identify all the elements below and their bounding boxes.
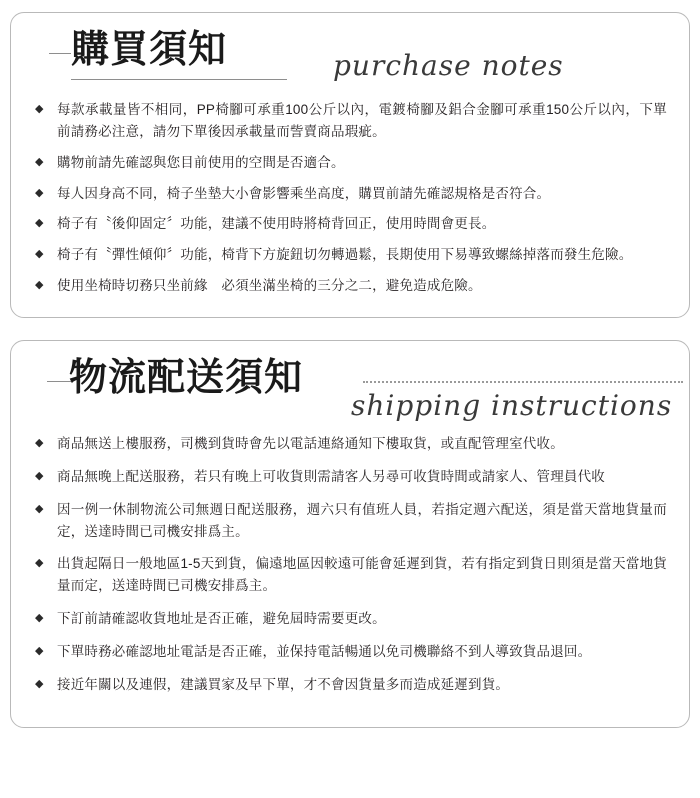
list-item	[33, 433, 667, 455]
list-item	[33, 275, 667, 297]
purchase-notes-title-en: purchase notes	[333, 49, 564, 82]
purchase-notes-header	[33, 31, 667, 95]
shipping-instructions-list	[33, 433, 667, 696]
diamond-bullet-icon: ◆	[35, 557, 44, 570]
diamond-bullet-icon: ◆	[35, 248, 44, 261]
list-item	[33, 641, 667, 663]
diamond-bullet-icon: ◆	[35, 103, 44, 115]
list-item	[33, 674, 667, 696]
list-item-text: 每人因身高不同，椅子坐墊大小會影響乘坐高度，購買前請先確認規格是否符合。	[57, 185, 551, 201]
list-item-text: 商品無晚上配送服務，若只有晚上可收貨則需請客人另尋可收貨時間或請家人、管理員代收	[57, 468, 605, 484]
list-item-text: 椅子有〝彈性傾仰〞功能，椅背下方旋鈕切勿轉過鬆，長期使用下易導致螺絲掉落而發生危險。	[57, 247, 633, 263]
list-item	[33, 152, 667, 174]
diamond-bullet-icon: ◆	[35, 469, 44, 482]
list-item	[33, 553, 667, 597]
header-left-rule	[47, 381, 71, 382]
diamond-bullet-icon: ◆	[35, 645, 44, 658]
shipping-instructions-panel	[10, 340, 690, 728]
diamond-bullet-icon: ◆	[35, 155, 44, 168]
list-item	[33, 608, 667, 630]
list-item-text: 因一例一休制物流公司無週日配送服務，週六只有值班人員，若指定週六配送，須是當天當地貨量而定，送達時間已司機安排爲主。	[57, 501, 667, 539]
list-item-text: 使用坐椅時切務只坐前緣 必須坐滿坐椅的三分之二，避免造成危險。	[57, 278, 482, 294]
shipping-instructions-title-cn: 物流配送須知	[69, 357, 304, 400]
list-item-text: 出貨起隔日一般地區1-5天到貨，偏遠地區因較遠可能會延遲到貨，若有指定到貨日則須是當天當地貨量而定，送達時間已司機安排爲主。	[57, 556, 667, 594]
diamond-bullet-icon: ◆	[35, 186, 44, 199]
list-item	[33, 99, 667, 143]
list-item-text: 商品無送上樓服務，司機到貨時會先以電話連絡通知下樓取貨，或直配管理室代收。	[57, 436, 564, 452]
list-item-text: 下訂前請確認收貨地址是否正確，避免屆時需要更改。	[57, 611, 386, 627]
list-item	[33, 466, 667, 488]
header-left-rule	[49, 53, 71, 54]
diamond-bullet-icon: ◆	[35, 677, 44, 690]
header-dotted-rule	[363, 381, 683, 383]
list-item	[33, 213, 667, 235]
diamond-bullet-icon: ◆	[35, 217, 44, 230]
list-item-text: 椅子有〝後仰固定〞功能，建議不使用時將椅背回正，使用時間會更長。	[57, 216, 496, 232]
diamond-bullet-icon: ◆	[35, 502, 44, 515]
shipping-instructions-header	[33, 357, 673, 423]
diamond-bullet-icon: ◆	[35, 612, 44, 625]
purchase-notes-list	[33, 99, 667, 297]
header-underline-rule	[71, 79, 287, 80]
list-item-text: 接近年關以及連假，建議買家及早下單，才不會因貨量多而造成延遲到貨。	[57, 676, 510, 692]
shipping-instructions-title-en: shipping instructions	[351, 389, 673, 423]
diamond-bullet-icon: ◆	[35, 437, 44, 450]
list-item-text: 每款承載量皆不相同，PP椅腳可承重100公斤以內，電鍍椅腳及鋁合金腳可承重150公斤以內，下單前請務必注意，請勿下單後因承載量而訾賣商品瑕疵。	[57, 102, 667, 139]
purchase-notes-panel	[10, 12, 690, 318]
list-item	[33, 183, 667, 205]
list-item	[33, 244, 667, 266]
list-item	[33, 499, 667, 543]
purchase-notes-title-cn: 購買須知	[71, 29, 228, 71]
list-item-text: 購物前請先確認與您目前使用的空間是否適合。	[57, 154, 345, 170]
diamond-bullet-icon: ◆	[35, 279, 44, 292]
list-item-text: 下單時務必確認地址電話是否正確，並保持電話暢通以免司機聯絡不到人導致貨品退回。	[57, 644, 592, 660]
